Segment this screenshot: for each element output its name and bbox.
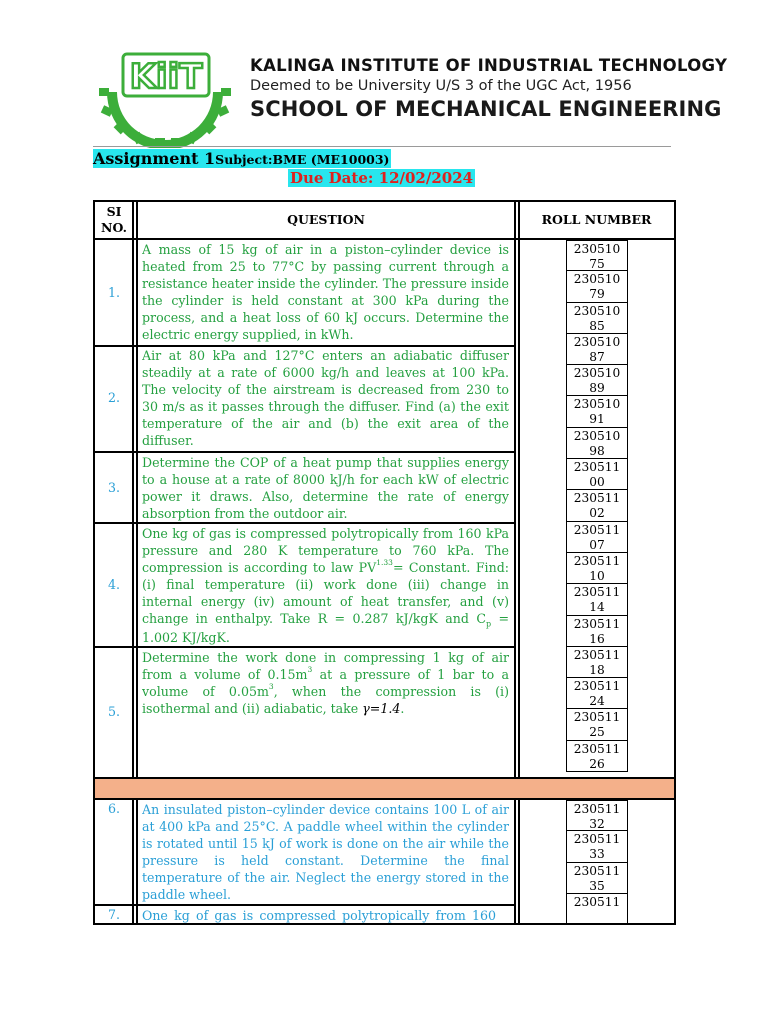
q5-text-2: at a pressure of 1 bar to a volume of 0.05m <box>142 667 509 699</box>
roll-number-cell: 230510 85 <box>566 303 628 334</box>
q4-exponent: 1.33 <box>376 558 393 567</box>
question-number: 6. <box>107 801 121 816</box>
q5-superscript-1: 3 <box>307 665 313 674</box>
deemed-university-line: Deemed to be University U/S 3 of the UGC Act, 1956 <box>250 78 632 94</box>
question-text: An insulated piston–cylinder device contains 100 L of air at 400 kPa and 25°C. A paddle wheel within the cylinder is rotated until 15 kJ of work is done on the air while the pressure is held constant. Determine the final temperature of the air. Neglect the energy stored in the paddle wheel. <box>142 802 509 902</box>
roll-number-cell: 230511 14 <box>566 584 628 615</box>
question-number: 7. <box>107 907 121 922</box>
roll-number-cell: 230510 91 <box>566 396 628 427</box>
header-si-no: SI NO. <box>101 204 127 235</box>
question-text <box>142 649 509 777</box>
q4-text-2: = Constant. Find: (i) final temperature (ii) work done (iii) change in internal energy (iv) amount of heat transfer, and (v) change in enthalpy. Take R = 0.287 kJ/kgK and C <box>142 560 509 626</box>
header-roll-number: ROLL NUMBER <box>541 212 652 227</box>
q4-text-3: = 1.002 KJ/kgK. <box>142 611 509 645</box>
assignment-subject: Subject:BME (ME10003) <box>215 152 390 167</box>
row-divider <box>95 451 516 453</box>
q5-text-3: , when the compression is (i) isothermal and (ii) adiabatic, take <box>142 684 509 716</box>
separator-row <box>95 779 674 798</box>
roll-number-cell: 230511 33 <box>566 831 628 862</box>
row-divider <box>95 646 516 648</box>
kiit-logo <box>95 52 235 148</box>
question-number: 2. <box>107 390 121 405</box>
q4-subscript: p <box>485 619 492 629</box>
roll-number-cell: 230511 24 <box>566 678 628 709</box>
roll-number-cell: 230511 35 <box>566 863 628 894</box>
question-text: Air at 80 kPa and 127°C enters an adiabatic diffuser steadily at a rate of 6000 kg/h and leaves at 100 kPa. The velocity of the airstream is decreased from 230 to 30 m/s as it passes through the diffuser. Find (a) the exit temperature of the air and (b) the exit area of the diffuser. <box>142 348 509 448</box>
header-question: QUESTION <box>287 212 365 227</box>
roll-number-cell: 230511 32 <box>566 800 628 831</box>
row-divider <box>95 904 516 906</box>
roll-number-cell: 230510 98 <box>566 428 628 459</box>
column-divider <box>514 202 516 923</box>
due-date: Due Date: 12/02/2024 <box>290 169 474 187</box>
question-text <box>142 525 509 646</box>
column-divider <box>518 202 520 923</box>
q5-text-4: . <box>400 701 405 716</box>
roll-number-list <box>566 240 628 772</box>
roll-number-cell: 230511 18 <box>566 647 628 678</box>
roll-number-cell: 230511 26 <box>566 741 628 772</box>
header-divider <box>93 146 671 147</box>
q5-superscript-2: 3 <box>268 682 274 691</box>
question-text: Determine the COP of a heat pump that supplies energy to a house at a rate of 8000 kJ/h for each kW of electric power it draws. Also, determine the rate of energy absorption from the outdoor air. <box>142 455 509 521</box>
assignment-table <box>93 200 676 925</box>
question-number: 5. <box>107 704 121 719</box>
logo-text: KiiT <box>129 57 203 97</box>
roll-number-cell: 230511 <box>566 894 628 925</box>
question-text: A mass of 15 kg of air in a piston–cylinder device is heated from 25 to 77°C by passing current through a resistance heater inside the cylinder. The pressure inside the cylinder is held constant at 300 kPa during the process, and a heat loss of 60 kJ occurs. Determine the electric energy supplied, in kWh. <box>142 242 509 342</box>
roll-number-list <box>566 800 628 925</box>
assignment-title: Assignment 1 <box>93 149 216 168</box>
question-text: One kg of gas is compressed polytropically from 160 <box>142 908 497 923</box>
roll-number-cell: 230511 10 <box>566 553 628 584</box>
roll-number-cell: 230511 25 <box>566 709 628 740</box>
roll-number-cell: 230510 75 <box>566 240 628 271</box>
question-number: 3. <box>107 480 121 495</box>
roll-number-cell: 230511 02 <box>566 490 628 521</box>
column-divider <box>136 202 138 923</box>
roll-number-cell: 230511 00 <box>566 459 628 490</box>
roll-number-cell: 230510 87 <box>566 334 628 365</box>
q4-text-1: One kg of gas is compressed polytropically from 160 kPa pressure and 280 K temperature to 760 kPa. The compression is according to law PV <box>142 526 509 575</box>
row-divider <box>95 522 516 524</box>
question-number: 4. <box>107 577 121 592</box>
question-number: 1. <box>107 285 121 300</box>
institute-name: KALINGA INSTITUTE OF INDUSTRIAL TECHNOLOGY <box>250 56 728 75</box>
school-name: SCHOOL OF MECHANICAL ENGINEERING <box>250 97 722 121</box>
roll-number-cell: 230510 89 <box>566 365 628 396</box>
assignment-heading <box>93 149 391 168</box>
q5-gamma: γ=1.4 <box>362 701 401 716</box>
roll-number-cell: 230510 79 <box>566 271 628 302</box>
q5-text-1: Determine the work done in compressing 1 kg of air from a volume of 0.15m <box>142 650 509 682</box>
roll-number-cell: 230511 16 <box>566 616 628 647</box>
roll-number-cell: 230511 07 <box>566 522 628 553</box>
